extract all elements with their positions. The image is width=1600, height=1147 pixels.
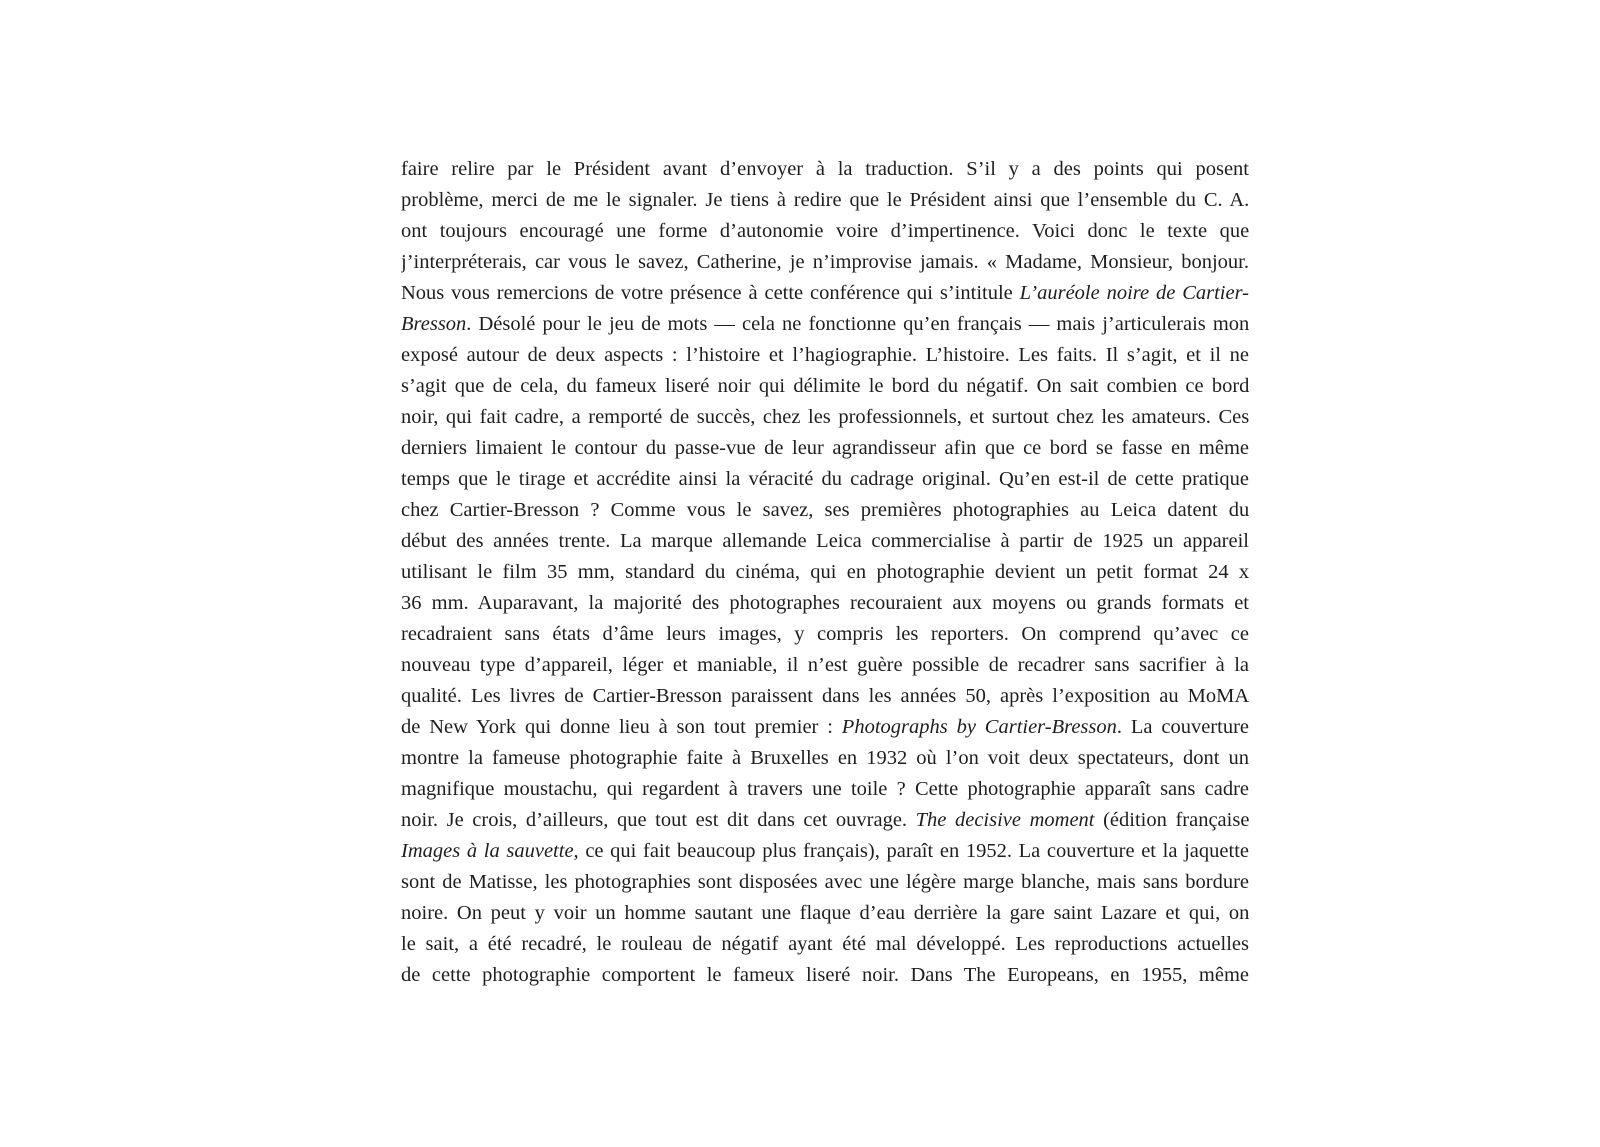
text-run: montre la fameuse photographie faite à Bruxelles en 1932 où l’on voit deux spectateurs, dont un xyxy=(401,747,1249,769)
text-line xyxy=(401,309,1249,340)
text-line xyxy=(401,371,1249,402)
italic-title-run: Images à la sauvette xyxy=(401,840,574,862)
text-line xyxy=(401,619,1249,650)
text-run: . Désolé pour le jeu de mots — cela ne fonctionne qu’en français — mais j’articulerais mon xyxy=(466,313,1249,335)
italic-title-run: The decisive moment xyxy=(915,809,1095,831)
text-run: de New York qui donne lieu à son tout premier : xyxy=(401,716,842,738)
text-run: chez Cartier-Bresson ? Comme vous le savez, ses premières photographies au Leica datent du xyxy=(401,499,1249,521)
text-run: s’agit que de cela, du fameux liseré noir qui délimite le bord du négatif. On sait combien ce bord xyxy=(401,375,1249,397)
text-run: début des années trente. La marque allemande Leica commercialise à partir de 1925 un appareil xyxy=(401,530,1249,552)
text-run: sont de Matisse, les photographies sont disposées avec une légère marge blanche, mais sans bordure xyxy=(401,871,1249,893)
text-run: noire. On peut y voir un homme sautant une flaque d’eau derrière la gare saint Lazare et qui, on xyxy=(401,902,1249,924)
text-line xyxy=(401,402,1249,433)
text-run: exposé autour de deux aspects : l’histoire et l’hagiographie. L’histoire. Les faits. Il s’agit, et il ne xyxy=(401,344,1249,366)
text-line xyxy=(401,495,1249,526)
text-run: . La couverture xyxy=(1116,716,1249,738)
text-line xyxy=(401,247,1249,278)
text-run: magnifique moustachu, qui regardent à travers une toile ? Cette photographie apparaît sans cadre xyxy=(401,778,1249,800)
body-text xyxy=(401,154,1249,991)
text-line xyxy=(401,836,1249,867)
text-line xyxy=(401,774,1249,805)
text-run: derniers limaient le contour du passe-vue de leur agrandisseur afin que ce bord se fasse en même xyxy=(401,437,1249,459)
text-run: problème, merci de me le signaler. Je tiens à redire que le Président ainsi que l’ensemble du C. A. xyxy=(401,189,1249,211)
text-line xyxy=(401,557,1249,588)
text-line xyxy=(401,464,1249,495)
text-line xyxy=(401,588,1249,619)
text-run: temps que le tirage et accrédite ainsi la véracité du cadrage original. Qu’en est-il de cette pratique xyxy=(401,468,1249,490)
text-run: nouveau type d’appareil, léger et maniable, il n’est guère possible de recadrer sans sacrifier à la xyxy=(401,654,1249,676)
text-line xyxy=(401,340,1249,371)
text-run: , ce qui fait beaucoup plus français), paraît en 1952. La couverture et la jaquette xyxy=(573,840,1249,862)
text-run: de cette photographie comportent le fameux liseré noir. Dans The Europeans, en 1955, même xyxy=(401,964,1249,986)
text-run: recadraient sans états d’âme leurs images, y compris les reporters. On comprend qu’avec ce xyxy=(401,623,1249,645)
text-line xyxy=(401,278,1249,309)
text-line xyxy=(401,433,1249,464)
text-run: utilisant le film 35 mm, standard du cinéma, qui en photographie devient un petit format 24 x xyxy=(401,561,1249,583)
text-run: Nous vous remercions de votre présence à cette conférence qui s’intitule xyxy=(401,282,1020,304)
italic-title-run: Photographs by Cartier-Bresson xyxy=(841,716,1117,738)
text-run: faire relire par le Président avant d’envoyer à la traduction. S’il y a des points qui posent xyxy=(401,158,1249,180)
text-line xyxy=(401,929,1249,960)
text-run: qualité. Les livres de Cartier-Bresson paraissent dans les années 50, après l’exposition au MoMA xyxy=(401,685,1249,707)
text-run: noir. Je crois, d’ailleurs, que tout est dit dans cet ouvrage. xyxy=(401,809,916,831)
text-line xyxy=(401,681,1249,712)
text-line xyxy=(401,650,1249,681)
text-run: noir, qui fait cadre, a remporté de succès, chez les professionnels, et surtout chez les amateurs. Ces xyxy=(401,406,1249,428)
text-run: j’interpréterais, car vous le savez, Catherine, je n’improvise jamais. « Madame, Monsieur, bonjour. xyxy=(401,251,1249,273)
italic-title-run: Bresson xyxy=(401,313,467,335)
text-line xyxy=(401,185,1249,216)
text-run: (édition française xyxy=(1094,809,1249,831)
text-line xyxy=(401,898,1249,929)
text-run: le sait, a été recadré, le rouleau de négatif ayant été mal développé. Les reproductions actuelles xyxy=(401,933,1249,955)
text-run: 36 mm. Auparavant, la majorité des photographes recouraient aux moyens ou grands formats et xyxy=(401,592,1249,614)
text-line xyxy=(401,867,1249,898)
text-run: ont toujours encouragé une forme d’autonomie voire d’impertinence. Voici donc le texte que xyxy=(401,220,1249,242)
text-line xyxy=(401,526,1249,557)
text-line xyxy=(401,805,1249,836)
text-line xyxy=(401,743,1249,774)
text-line xyxy=(401,216,1249,247)
text-line xyxy=(401,712,1249,743)
text-line xyxy=(401,960,1249,991)
italic-title-run: L’auréole noire de Cartier- xyxy=(1019,282,1249,304)
text-line xyxy=(401,154,1249,185)
